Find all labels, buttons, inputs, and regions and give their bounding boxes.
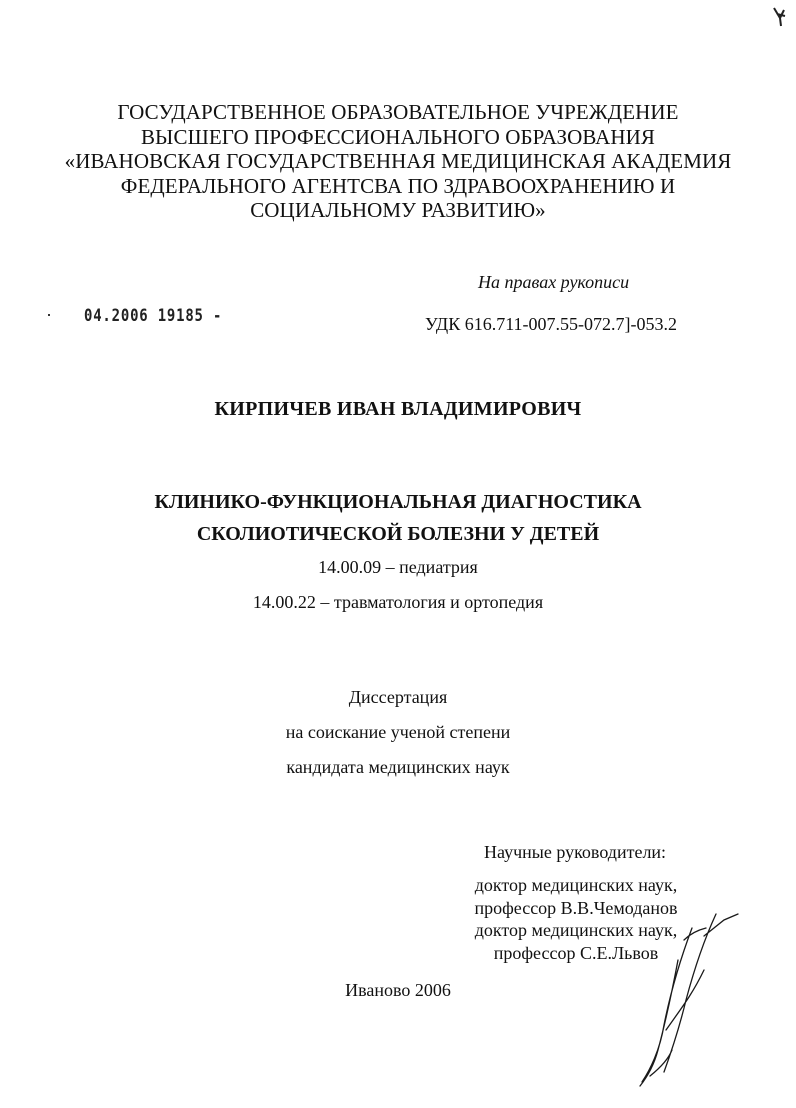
degree-statement [0, 680, 796, 785]
manuscript-rights: На правах рукописи [478, 272, 630, 292]
degree-line-1: Диссертация [348, 687, 448, 707]
institution-line: ГОСУДАРСТВЕННОЕ ОБРАЗОВАТЕЛЬНОЕ УЧРЕЖДЕНИЕ [117, 100, 679, 124]
institution-line: «ИВАНОВСКАЯ ГОСУДАРСТВЕННАЯ МЕДИЦИНСКАЯ АКАДЕМИЯ [64, 149, 732, 174]
title-line-1: КЛИНИКО-ФУНКЦИОНАЛЬНАЯ ДИАГНОСТИКА [154, 491, 642, 513]
institution-line: ВЫСШЕГО ПРОФЕССИОНАЛЬНОГО ОБРАЗОВАНИЯ [140, 124, 656, 149]
supervisor-line: доктор медицинских наук, [474, 875, 678, 895]
institution-header [0, 100, 796, 223]
institution-line: ФЕДЕРАЛЬНОГО АГЕНТСВА ПО ЗДРАВООХРАНЕНИЮ И [120, 173, 676, 198]
scan-mark [770, 4, 790, 30]
supervisor-line: доктор медицинских наук, [474, 920, 678, 940]
supervisor-line: профессор В.В.Чемоданов [474, 897, 678, 918]
author-name: КИРПИЧЕВ ИВАН ВЛАДИМИРОВИЧ [214, 398, 582, 420]
library-stamp: 04.2006 19185 - [84, 306, 223, 326]
degree-line-2: на соискание ученой степени [285, 722, 511, 742]
specialties [0, 550, 796, 620]
institution-line: СОЦИАЛЬНОМУ РАЗВИТИЮ» [250, 198, 546, 223]
city-year: Иваново 2006 [345, 980, 451, 1000]
supervisor-line: профессор С.Е.Львов [493, 942, 659, 963]
supervisors-heading: Научные руководители: [484, 842, 667, 862]
title-line-2: СКОЛИОТИЧЕСКОЙ БОЛЕЗНИ У ДЕТЕЙ [196, 523, 600, 545]
specialty-2: 14.00.22 – травматология и ортопедия [252, 592, 544, 612]
degree-line-3: кандидата медицинских наук [286, 757, 510, 777]
dissertation-title [0, 486, 796, 550]
udc-code: УДК 616.711-007.55-072.7]-053.2 [425, 314, 678, 334]
specialty-1: 14.00.09 – педиатрия [318, 557, 478, 577]
speck [48, 314, 50, 316]
